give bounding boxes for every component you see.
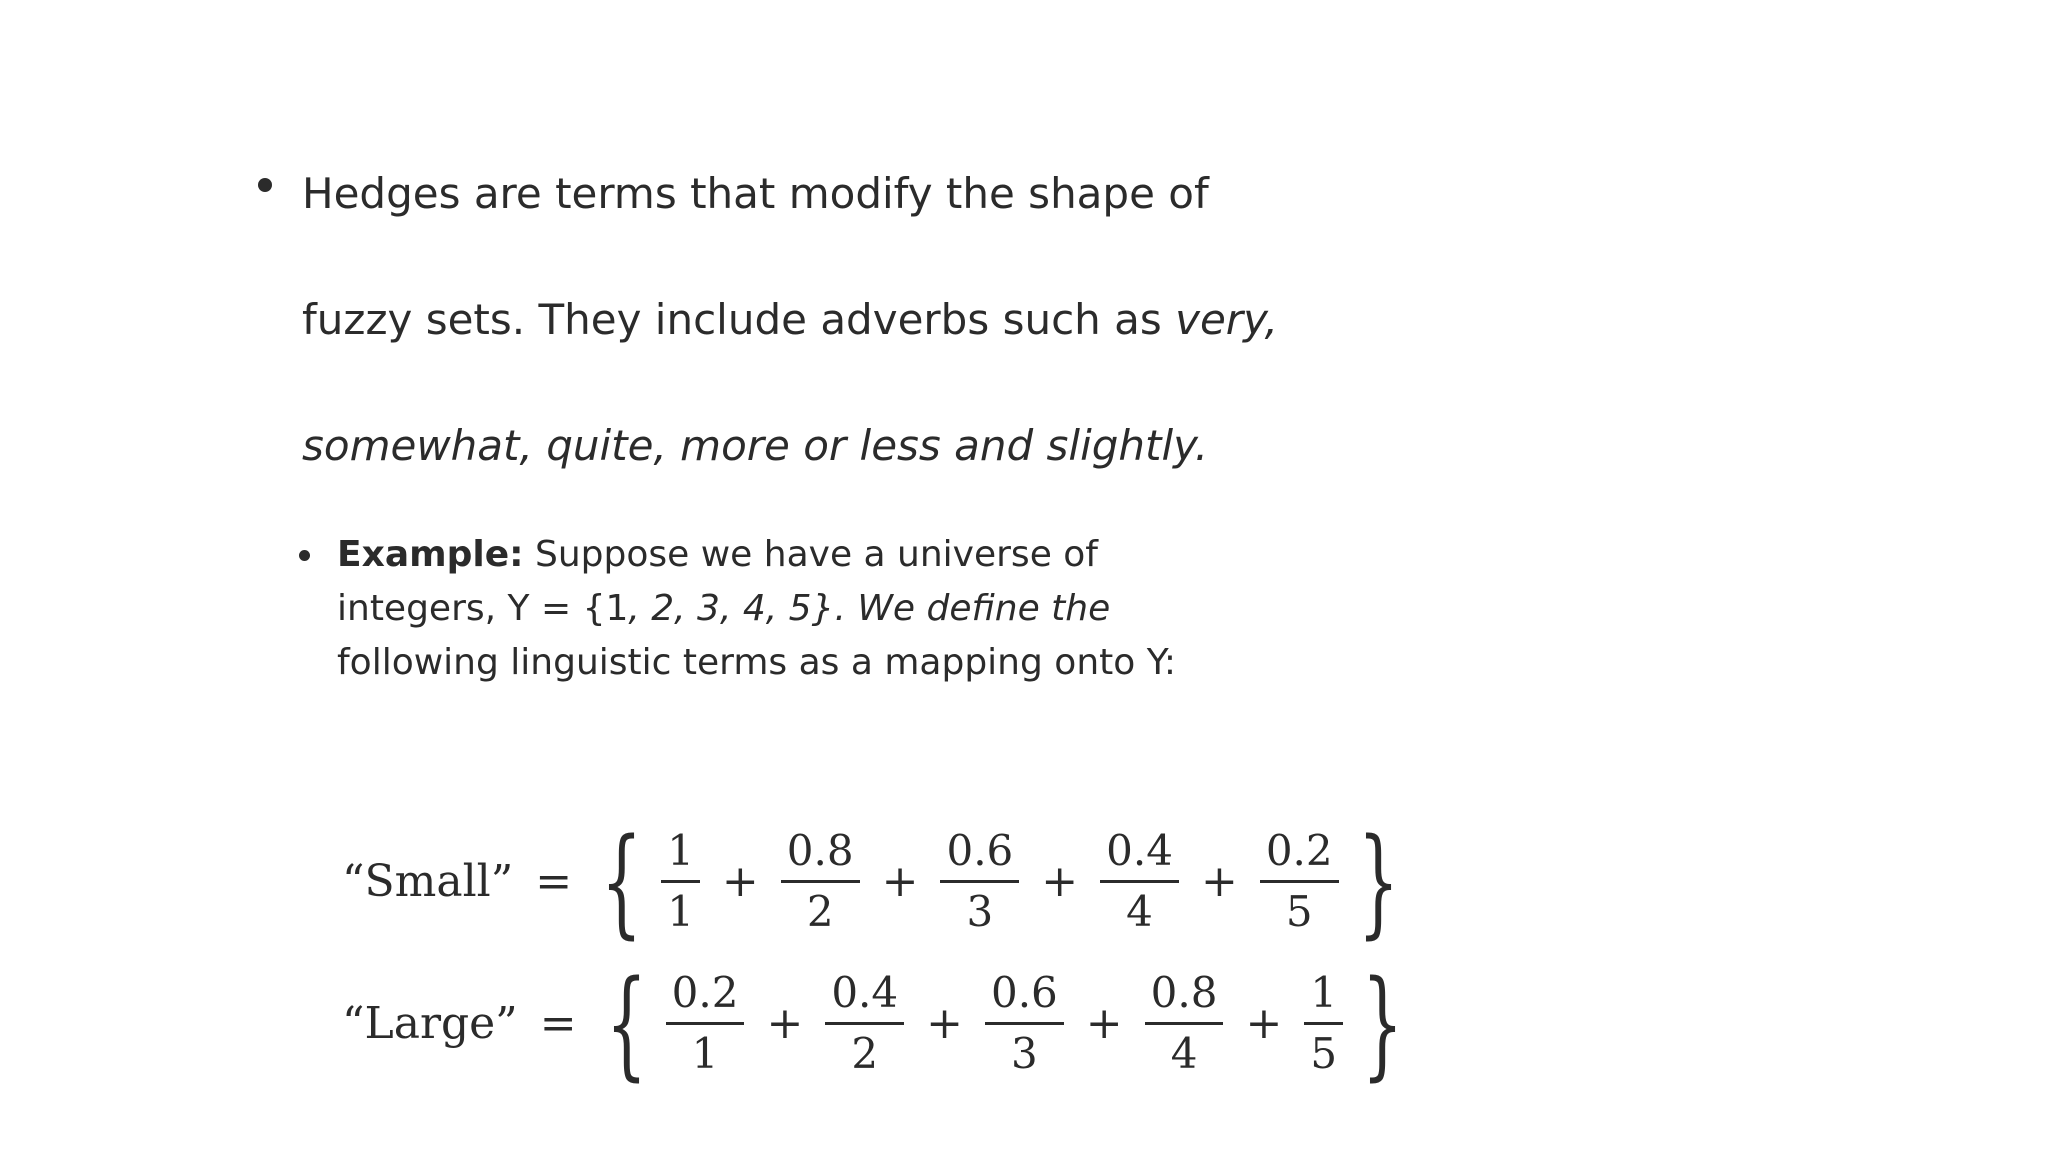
plus-sign: + bbox=[1085, 997, 1123, 1049]
denominator: 4 bbox=[1170, 1028, 1198, 1078]
denominator: 3 bbox=[1011, 1028, 1038, 1078]
denominator: 2 bbox=[851, 1028, 879, 1078]
denominator: 3 bbox=[966, 886, 994, 936]
fraction bbox=[781, 826, 860, 937]
equation-label: “Small” bbox=[342, 855, 514, 907]
numerator: 0.6 bbox=[946, 825, 1014, 875]
example-line-2 bbox=[337, 586, 1110, 632]
fraction-bar bbox=[825, 1022, 904, 1025]
fraction bbox=[1304, 968, 1343, 1079]
plus-sign: + bbox=[766, 997, 804, 1049]
bullet-dot bbox=[258, 178, 272, 192]
denominator: 5 bbox=[1285, 886, 1313, 936]
hedges-definition-line-3: somewhat, quite, more or less and slightly. bbox=[302, 421, 1209, 470]
fraction-bar bbox=[985, 1022, 1064, 1025]
equals-sign: = bbox=[535, 855, 573, 907]
denominator: 4 bbox=[1126, 886, 1153, 936]
denominator: 5 bbox=[1310, 1028, 1338, 1078]
fraction-bar bbox=[1260, 880, 1339, 883]
plus-sign: + bbox=[1041, 855, 1079, 907]
hedges-definition-line-1: Hedges are terms that modify the shape of bbox=[302, 169, 1209, 218]
numerator: 0.2 bbox=[671, 967, 739, 1017]
example-line-3: following linguistic terms as a mapping onto Y: bbox=[337, 642, 1177, 683]
numerator: 0.4 bbox=[1106, 825, 1173, 875]
example-line-1-text: Suppose we have a universe of bbox=[523, 534, 1098, 575]
fraction bbox=[1260, 826, 1339, 937]
plus-sign: + bbox=[721, 855, 759, 907]
close-brace: } bbox=[1361, 954, 1404, 1092]
equation-small bbox=[342, 812, 1406, 950]
numerator: 0.6 bbox=[990, 967, 1058, 1017]
example-label: Example: bbox=[337, 534, 524, 575]
hedges-definition-line-2 bbox=[302, 294, 1278, 346]
plus-sign: + bbox=[881, 855, 919, 907]
fraction-bar bbox=[781, 880, 860, 883]
fraction-bar bbox=[661, 880, 700, 883]
fraction bbox=[825, 968, 904, 1079]
fraction bbox=[666, 968, 745, 1079]
fraction-bar bbox=[940, 880, 1019, 883]
fraction bbox=[940, 826, 1019, 937]
numerator: 0.8 bbox=[786, 825, 854, 875]
fraction-bar bbox=[1100, 880, 1179, 883]
numerator: 1 bbox=[1310, 967, 1338, 1017]
fraction bbox=[1100, 826, 1179, 937]
example-line-2-italic-text: , 2, 3, 4, 5}. We define the bbox=[628, 588, 1111, 629]
line-2-text: fuzzy sets. They include adverbs such as bbox=[302, 295, 1176, 344]
numerator: 0.8 bbox=[1150, 967, 1218, 1017]
denominator: 2 bbox=[806, 886, 834, 936]
close-brace: } bbox=[1357, 812, 1399, 950]
fraction-bar bbox=[1304, 1022, 1343, 1025]
denominator: 1 bbox=[691, 1028, 719, 1078]
fraction bbox=[661, 826, 700, 937]
numerator: 0.4 bbox=[831, 967, 899, 1017]
numerator: 1 bbox=[667, 825, 694, 875]
equation-label: “Large” bbox=[342, 997, 518, 1049]
example-line-1 bbox=[337, 532, 1098, 578]
open-brace: { bbox=[605, 954, 647, 1092]
fraction bbox=[1145, 968, 1224, 1079]
numerator: 0.2 bbox=[1265, 825, 1333, 875]
line-2-italic-text: very, bbox=[1175, 295, 1279, 344]
open-brace: { bbox=[601, 812, 643, 950]
fraction-bar bbox=[1145, 1022, 1224, 1025]
fraction bbox=[985, 968, 1064, 1079]
plus-sign: + bbox=[1200, 855, 1238, 907]
denominator: 1 bbox=[667, 886, 694, 936]
plus-sign: + bbox=[1245, 997, 1283, 1049]
fraction-bar bbox=[666, 1022, 745, 1025]
equals-sign: = bbox=[539, 997, 577, 1049]
example-line-2-text: integers, Y = {1 bbox=[337, 588, 629, 629]
sub-bullet-dot bbox=[299, 550, 310, 561]
equation-large bbox=[342, 954, 1410, 1092]
plus-sign: + bbox=[926, 997, 963, 1049]
